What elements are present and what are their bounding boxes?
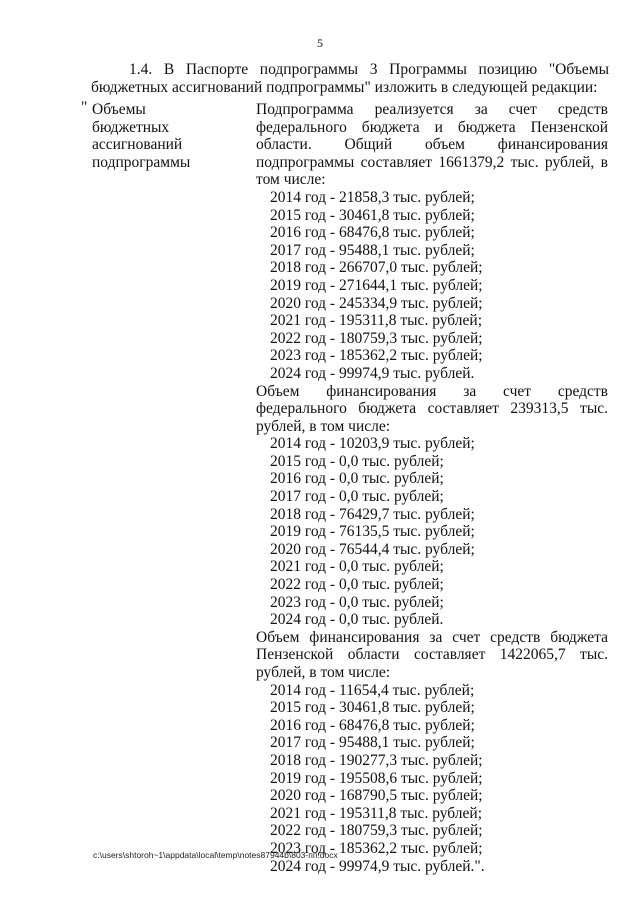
intro-line-1: 1.4. В Паспорте подпрограммы 3 Программы позицию "Объемы [129,61,609,78]
year-item: 2017 год - 95488,1 тыс. рублей; [270,241,475,259]
year-item: 2020 год - 245334,9 тыс. рублей; [270,294,483,312]
year-item: 2021 год - 195311,8 тыс. рублей; [270,804,482,822]
year-item: 2024 год - 0,0 тыс. рублей. [270,611,444,629]
year-list [256,682,608,876]
year-item: 2019 год - 271644,1 тыс. рублей; [270,276,483,294]
year-item: 2016 год - 68476,8 тыс. рублей; [270,224,475,242]
year-item: 2017 год - 0,0 тыс. рублей; [270,488,444,506]
position-label-line: бюджетных [92,118,170,136]
funding-description [256,101,608,875]
intro-line-2: бюджетных ассигнований подпрограммы" изложить в следующей редакции: [91,78,598,96]
year-item: 2018 год - 76429,7 тыс. рублей; [270,505,475,523]
year-item: 2024 год - 99974,9 тыс. рублей. [270,364,475,382]
year-item: 2015 год - 30461,8 тыс. рублей; [270,699,475,717]
year-item: 2016 год - 0,0 тыс. рублей; [270,470,444,488]
page-number: 5 [317,36,323,50]
section-paragraph: Подпрограмма реализуется за счет средств федерального бюджета и бюджета Пензенской области. Общий объем финансирования подпрограммы составляет 1661379,2 тыс. рублей, в том числе: [256,101,608,189]
position-label-line: ассигнований [92,136,183,154]
year-item: 2014 год - 11654,4 тыс. рублей; [270,681,475,699]
year-item: 2014 год - 21858,3 тыс. рублей; [270,188,475,206]
funding-section-total [256,101,608,383]
year-item: 2022 год - 0,0 тыс. рублей; [270,576,444,594]
position-label-line: подпрограммы [92,153,191,171]
section-paragraph: Объем финансирования за счет средств федерального бюджета составляет 239313,5 тыс. рублей, в том числе: [256,382,608,435]
funding-section-regional [256,629,608,875]
year-item: 2016 год - 68476,8 тыс. рублей; [270,716,475,734]
funding-section-federal [256,383,608,629]
year-item: 2021 год - 195311,8 тыс. рублей; [270,312,482,330]
year-item: 2019 год - 195508,6 тыс. рублей; [270,769,483,787]
year-item: 2017 год - 95488,1 тыс. рублей; [270,734,475,752]
year-list [256,189,608,383]
section-paragraph: Объем финансирования за счет средств бюджета Пензенской области составляет 1422065,7 тыс. рублей, в том числе: [256,628,608,681]
year-item: 2023 год - 0,0 тыс. рублей; [270,593,444,611]
position-label-line: Объемы [92,101,146,118]
file-path-footer: c:\users\shtoroh~1\appdata\local\temp\notes87944b\803-пп.docx [93,850,338,860]
year-item: 2019 год - 76135,5 тыс. рублей; [270,523,475,541]
intro-paragraph [91,61,609,96]
year-item: 2015 год - 0,0 тыс. рублей; [270,452,444,470]
year-item: 2022 год - 180759,3 тыс. рублей; [270,822,483,840]
year-item: 2021 год - 0,0 тыс. рублей; [270,558,444,576]
year-item: 2023 год - 185362,2 тыс. рублей; [270,347,483,365]
year-list [256,435,608,629]
year-item: 2024 год - 99974,9 тыс. рублей.". [270,857,485,875]
year-item: 2015 год - 30461,8 тыс. рублей; [270,206,475,224]
year-item: 2018 год - 190277,3 тыс. рублей; [270,751,483,769]
year-item: 2020 год - 76544,4 тыс. рублей; [270,540,475,558]
opening-quote: " [81,99,88,116]
year-item: 2014 год - 10203,9 тыс. рублей; [270,435,475,453]
year-item: 2022 год - 180759,3 тыс. рублей; [270,329,483,347]
position-label [92,101,222,171]
year-item: 2023 год - 185362,2 тыс. рублей; [270,839,483,857]
year-item: 2018 год - 266707,0 тыс. рублей; [270,259,483,277]
year-item: 2020 год - 168790,5 тыс. рублей; [270,787,483,805]
